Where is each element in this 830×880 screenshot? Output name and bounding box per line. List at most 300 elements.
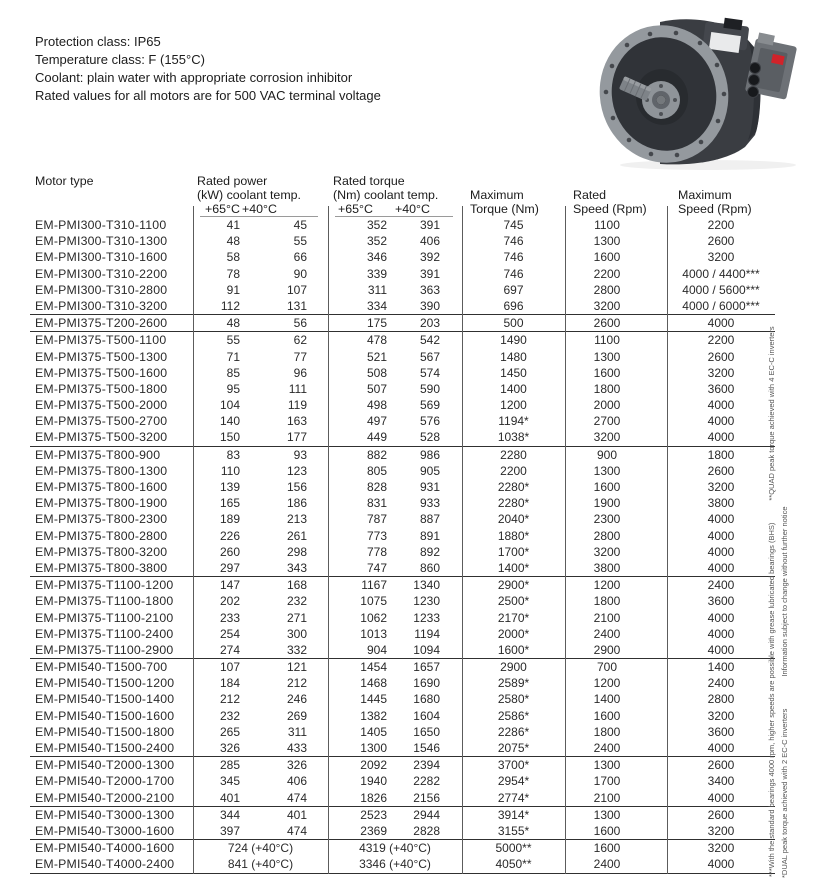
column-separator xyxy=(193,206,194,874)
rated-speed-cell: 1300 xyxy=(593,807,621,822)
max-speed-cell: 3200 xyxy=(707,480,735,494)
rated-speed-cell: 1300 xyxy=(593,349,621,364)
rated-power-65-cell: 110 xyxy=(220,463,240,478)
rated-power-40-cell: 119 xyxy=(287,398,307,413)
motor-type-cell: EM-PMI540-T4000-2400 xyxy=(35,857,175,872)
rated-power-40-cell: 213 xyxy=(286,512,307,527)
footnote-dual: *DUAL peak torque achieved with 2 EC-C inverters xyxy=(780,708,789,878)
motor-type-cell: EM-PMI375-T800-900 xyxy=(35,447,161,462)
table-row xyxy=(30,266,775,282)
rated-power-65-cell: 345 xyxy=(219,774,240,789)
table-row xyxy=(30,807,775,823)
max-speed-cell: 3600 xyxy=(707,724,735,739)
rated-torque-65-cell: 1454 xyxy=(360,660,387,675)
rated-torque-65-cell: 346 xyxy=(366,250,387,265)
max-torque-cell: 1450 xyxy=(500,365,527,380)
table-row xyxy=(30,773,775,789)
rated-torque-65-cell: 175 xyxy=(366,316,387,331)
rated-power-40-cell: 121 xyxy=(286,660,307,675)
rated-power-40-cell: 212 xyxy=(286,676,307,691)
rated-power-40-cell: 77 xyxy=(293,349,307,364)
max-torque-cell: 745 xyxy=(503,218,524,232)
rated-power-40-cell: 401 xyxy=(286,807,307,822)
max-speed-cell: 2600 xyxy=(707,463,735,478)
rated-torque-65-cell: 2092 xyxy=(360,758,387,773)
max-torque-cell: 2040* xyxy=(497,512,530,527)
rated-speed-cell: 3200 xyxy=(593,430,621,445)
rated-speed-cell: 2600 xyxy=(593,316,621,331)
rated-torque-65-cell: 1826 xyxy=(360,790,387,805)
footnote-column-outer xyxy=(780,288,789,878)
rated-power-65-cell: 297 xyxy=(219,560,240,575)
rated-speed-cell: 1600 xyxy=(593,823,621,838)
rated-torque-40-cell: 576 xyxy=(419,414,440,429)
rated-speed-cell: 2800 xyxy=(593,282,621,297)
rated-speed-cell: 1600 xyxy=(593,250,621,265)
rated-power-40-cell: 186 xyxy=(286,496,307,511)
rated-torque-40-cell: 887 xyxy=(419,512,440,527)
motor-type-cell: EM-PMI375-T500-2000 xyxy=(35,398,168,413)
table-row xyxy=(30,560,775,576)
max-torque-cell: 2000* xyxy=(497,626,530,641)
rated-torque-40-cell: 391 xyxy=(419,218,440,232)
rated-torque-65-cell: 904 xyxy=(366,642,387,657)
rated-torque-40-cell: 1094 xyxy=(413,642,440,657)
rated-power-40-cell: 311 xyxy=(287,724,307,739)
rated-power-65-cell: 254 xyxy=(219,626,240,641)
motor-type-cell: EM-PMI540-T3000-1300 xyxy=(35,807,175,822)
header-rated-power: Rated power xyxy=(197,174,268,188)
table-row xyxy=(30,397,775,413)
rated-speed-cell: 1600 xyxy=(593,365,621,380)
rated-torque-40-cell: 933 xyxy=(419,496,440,511)
rated-torque-40-cell: 1194 xyxy=(414,626,440,641)
motor-type-cell: EM-PMI300-T310-1100 xyxy=(35,218,167,232)
table-row xyxy=(30,740,775,756)
motor-type-cell: EM-PMI375-T500-2700 xyxy=(35,414,168,429)
motor-group xyxy=(30,331,775,445)
max-speed-cell: 4000 xyxy=(707,610,735,625)
header-power-unit: (kW) coolant temp. xyxy=(197,188,301,202)
footnote-subject-to-change: Information subject to change without further notice xyxy=(780,506,789,677)
table-row xyxy=(30,282,775,298)
max-speed-cell: 4000 xyxy=(707,544,735,559)
rated-torque-65-cell: 352 xyxy=(366,234,387,249)
rated-power-40-cell: 433 xyxy=(286,741,307,755)
table-row xyxy=(30,413,775,429)
rated-torque-65-cell: 352 xyxy=(366,218,387,232)
rated-speed-cell: 3200 xyxy=(593,544,621,559)
rated-speed-cell: 700 xyxy=(596,660,618,675)
rated-power-40-cell: 55 xyxy=(293,234,307,249)
rated-power-65-cell: 140 xyxy=(219,414,240,429)
footnote-column-inner xyxy=(767,287,776,877)
max-speed-cell: 4000 xyxy=(707,430,735,445)
rated-power-40-cell: 62 xyxy=(293,333,307,348)
motor-type-cell: EM-PMI300-T310-2200 xyxy=(35,266,168,281)
table-row xyxy=(30,479,775,495)
rated-power-40-cell: 45 xyxy=(293,218,307,232)
rated-torque-40-cell: 1340 xyxy=(413,578,440,593)
rated-power-40-cell: 474 xyxy=(286,823,307,838)
header-rated-torque: Rated torque xyxy=(333,174,405,188)
table-row xyxy=(30,856,775,872)
motor-type-cell: EM-PMI540-T4000-1600 xyxy=(35,841,175,856)
rated-speed-cell: 3800 xyxy=(593,560,621,575)
rated-power-merged-cell: 841 (+40°C) xyxy=(227,857,294,872)
rated-power-40-cell: 332 xyxy=(286,642,307,657)
rated-power-65-cell: 232 xyxy=(219,708,240,723)
motor-type-cell: EM-PMI300-T310-2800 xyxy=(35,282,168,297)
motor-group xyxy=(30,839,775,873)
rated-torque-65-cell: 882 xyxy=(366,447,387,462)
rated-torque-65-cell: 2369 xyxy=(360,823,387,838)
rated-power-65-cell: 112 xyxy=(220,298,240,313)
rated-values-line: Rated values for all motors are for 500 VAC terminal voltage xyxy=(35,88,381,103)
table-row xyxy=(30,675,775,691)
motor-type-cell: EM-PMI375-T1100-2900 xyxy=(35,642,174,657)
rated-torque-40-cell: 2282 xyxy=(413,774,440,789)
rated-power-65-cell: 139 xyxy=(219,480,240,494)
max-speed-cell: 1400 xyxy=(707,660,735,675)
max-speed-cell: 2200 xyxy=(707,218,735,232)
rated-torque-40-cell: 1546 xyxy=(413,741,440,755)
rated-speed-cell: 2800 xyxy=(593,528,621,543)
rated-power-65-cell: 285 xyxy=(219,758,240,773)
motor-type-cell: EM-PMI375-T200-2600 xyxy=(35,316,168,331)
max-torque-cell: 1038* xyxy=(497,430,530,445)
table-row xyxy=(30,593,775,609)
rated-power-40-cell: 168 xyxy=(286,578,307,593)
motor-group xyxy=(30,756,775,806)
rated-torque-65-cell: 747 xyxy=(366,560,387,575)
max-torque-cell: 2589* xyxy=(497,676,530,691)
max-torque-cell: 746 xyxy=(503,266,524,281)
protection-class-line: Protection class: IP65 xyxy=(35,34,161,49)
rated-torque-65-cell: 311 xyxy=(367,282,387,297)
rated-torque-40-cell: 574 xyxy=(419,365,440,380)
motor-type-cell: EM-PMI375-T800-3800 xyxy=(35,560,168,575)
motor-type-cell: EM-PMI375-T1100-2100 xyxy=(35,610,174,625)
rated-speed-cell: 1600 xyxy=(593,841,621,856)
rated-torque-40-cell: 1680 xyxy=(413,692,440,707)
max-speed-cell: 4000 xyxy=(707,316,735,331)
rated-power-65-cell: 104 xyxy=(219,398,240,413)
rated-power-65-cell: 326 xyxy=(219,741,240,755)
footnote-bearings: ***With the standard bearings 4000 rpm, higher speeds are possible with grease lubricated bearings (BHS) xyxy=(767,522,776,877)
rated-power-65-cell: 401 xyxy=(219,790,240,805)
rated-power-65-cell: 55 xyxy=(226,333,240,348)
motor-product-photo xyxy=(598,8,828,173)
rated-power-40-cell: 66 xyxy=(293,250,307,265)
rated-power-65-cell: 184 xyxy=(219,676,240,691)
rated-speed-cell: 1100 xyxy=(594,333,620,348)
motor-type-cell: EM-PMI540-T1500-1400 xyxy=(35,692,175,707)
rated-torque-40-cell: 1230 xyxy=(413,594,440,609)
max-speed-cell: 4000 xyxy=(707,642,735,657)
header-torque-unit: (Nm) coolant temp. xyxy=(333,188,439,202)
motor-group xyxy=(30,806,775,839)
motor-type-cell: EM-PMI375-T1100-2400 xyxy=(35,626,174,641)
rated-torque-40-cell: 406 xyxy=(419,234,440,249)
rated-torque-40-cell: 590 xyxy=(419,381,440,396)
rated-torque-65-cell: 334 xyxy=(366,298,387,313)
max-torque-cell: 2286* xyxy=(497,724,530,739)
rated-power-40-cell: 300 xyxy=(286,626,307,641)
rated-power-65-cell: 71 xyxy=(226,349,240,364)
max-torque-cell: 2075* xyxy=(497,741,530,755)
max-speed-cell: 3200 xyxy=(707,708,735,723)
max-torque-cell: 1400* xyxy=(497,560,530,575)
motor-type-cell: EM-PMI540-T1500-700 xyxy=(35,660,168,675)
header-motor-type: Motor type xyxy=(35,174,94,188)
rated-speed-cell: 900 xyxy=(596,447,618,462)
motor-type-cell: EM-PMI540-T3000-1600 xyxy=(35,823,175,838)
motor-type-cell: EM-PMI375-T1100-1800 xyxy=(35,594,174,609)
rated-power-65-cell: 265 xyxy=(219,724,240,739)
rated-torque-40-cell: 892 xyxy=(419,544,440,559)
motor-type-cell: EM-PMI540-T1500-1800 xyxy=(35,724,175,739)
max-speed-cell: 3200 xyxy=(707,250,735,265)
rated-torque-65-cell: 1445 xyxy=(360,692,387,707)
rated-torque-65-cell: 478 xyxy=(366,333,387,348)
rated-power-65-cell: 150 xyxy=(219,430,240,445)
max-torque-cell: 1194* xyxy=(498,414,529,429)
rated-torque-40-cell: 2944 xyxy=(413,807,440,822)
rated-torque-65-cell: 497 xyxy=(366,414,387,429)
table-row xyxy=(30,233,775,249)
rated-torque-40-cell: 392 xyxy=(419,250,440,265)
rated-power-65-cell: 202 xyxy=(219,594,240,609)
max-torque-cell: 1490 xyxy=(500,333,527,348)
rated-torque-40-cell: 569 xyxy=(419,398,440,413)
rated-power-65-cell: 48 xyxy=(226,234,240,249)
rated-power-65-cell: 147 xyxy=(219,578,240,593)
motor-type-cell: EM-PMI375-T800-1900 xyxy=(35,496,168,511)
rated-power-65-cell: 226 xyxy=(219,528,240,543)
header-torque-40: +40°C xyxy=(395,202,430,216)
motor-type-cell: EM-PMI375-T500-3200 xyxy=(35,430,168,445)
rated-power-40-cell: 163 xyxy=(286,414,307,429)
rated-power-65-cell: 48 xyxy=(226,316,240,331)
rated-power-65-cell: 212 xyxy=(219,692,240,707)
max-speed-cell: 4000 / 4400*** xyxy=(682,266,760,281)
table-row xyxy=(30,823,775,839)
rated-power-40-cell: 56 xyxy=(293,316,307,331)
motor-type-cell: EM-PMI375-T500-1600 xyxy=(35,365,168,380)
rated-speed-cell: 3200 xyxy=(593,298,621,313)
rated-torque-40-cell: 1650 xyxy=(413,724,440,739)
rated-speed-cell: 2400 xyxy=(593,741,621,755)
motor-type-cell: EM-PMI375-T800-1600 xyxy=(35,480,168,494)
max-torque-cell: 2200 xyxy=(500,463,527,478)
rated-speed-cell: 2400 xyxy=(593,626,621,641)
table-row xyxy=(30,447,775,463)
max-torque-cell: 3155* xyxy=(497,823,530,838)
table-row xyxy=(30,757,775,773)
table-row xyxy=(30,298,775,314)
rated-power-40-cell: 269 xyxy=(286,708,307,723)
max-torque-cell: 2500* xyxy=(497,594,530,609)
rated-torque-65-cell: 1468 xyxy=(360,676,387,691)
table-row xyxy=(30,463,775,479)
max-torque-cell: 2954* xyxy=(497,774,530,789)
max-torque-cell: 2900* xyxy=(497,578,530,593)
rated-power-40-cell: 156 xyxy=(286,480,307,494)
rated-power-40-cell: 123 xyxy=(286,463,307,478)
rated-torque-65-cell: 1382 xyxy=(360,708,387,723)
rated-speed-cell: 2700 xyxy=(593,414,621,429)
rated-speed-cell: 2200 xyxy=(593,266,621,281)
rated-torque-40-cell: 363 xyxy=(419,282,440,297)
rated-torque-40-cell: 391 xyxy=(419,266,440,281)
rated-power-65-cell: 78 xyxy=(226,266,240,281)
rated-torque-40-cell: 860 xyxy=(419,560,440,575)
rated-torque-40-cell: 528 xyxy=(419,430,440,445)
motor-type-cell: EM-PMI375-T500-1100 xyxy=(35,333,167,348)
max-speed-cell: 3200 xyxy=(707,365,735,380)
header-rated-speed-1: Rated xyxy=(573,188,607,202)
column-separator xyxy=(328,206,329,874)
rated-torque-merged-cell: 3346 (+40°C) xyxy=(359,857,431,872)
max-torque-cell: 2280 xyxy=(500,447,527,462)
max-speed-cell: 4000 xyxy=(707,528,735,543)
rated-power-40-cell: 93 xyxy=(293,447,307,462)
rated-torque-65-cell: 507 xyxy=(366,381,387,396)
rated-torque-65-cell: 2523 xyxy=(360,807,387,822)
motor-type-cell: EM-PMI540-T2000-2100 xyxy=(35,790,175,805)
rated-speed-cell: 1800 xyxy=(593,381,621,396)
header-torque-65: +65°C xyxy=(338,202,373,216)
rated-speed-cell: 1100 xyxy=(594,218,620,232)
rated-torque-40-cell: 1233 xyxy=(413,610,440,625)
max-speed-cell: 4000 xyxy=(707,512,735,527)
table-row xyxy=(30,577,775,593)
max-speed-cell: 4000 xyxy=(707,857,735,872)
motor-group xyxy=(30,314,775,331)
max-speed-cell: 2600 xyxy=(707,807,735,822)
max-speed-cell: 3400 xyxy=(707,774,735,789)
rated-torque-40-cell: 1657 xyxy=(413,660,440,675)
max-torque-cell: 5000** xyxy=(495,841,532,856)
max-torque-cell: 1880* xyxy=(497,528,530,543)
rated-speed-cell: 2100 xyxy=(593,610,621,625)
rated-power-65-cell: 233 xyxy=(219,610,240,625)
rated-torque-65-cell: 1940 xyxy=(360,774,387,789)
table-row xyxy=(30,429,775,445)
rated-torque-65-cell: 521 xyxy=(366,349,387,364)
rated-torque-40-cell: 2156 xyxy=(413,790,440,805)
header-max-torque-2: Torque (Nm) xyxy=(470,202,539,216)
motor-type-cell: EM-PMI300-T310-3200 xyxy=(35,298,168,313)
rated-power-65-cell: 189 xyxy=(219,512,240,527)
rated-speed-cell: 1300 xyxy=(593,463,621,478)
rated-torque-40-cell: 1604 xyxy=(413,708,440,723)
motor-type-cell: EM-PMI375-T800-1300 xyxy=(35,463,168,478)
table-row xyxy=(30,381,775,397)
max-speed-cell: 3600 xyxy=(707,594,735,609)
header-power-65: +65°C xyxy=(205,202,240,216)
max-torque-cell: 2280* xyxy=(497,496,530,511)
rated-torque-65-cell: 805 xyxy=(366,463,387,478)
rated-torque-65-cell: 787 xyxy=(366,512,387,527)
max-torque-cell: 1400 xyxy=(500,381,527,396)
rated-power-65-cell: 274 xyxy=(219,642,240,657)
motor-type-cell: EM-PMI375-T500-1300 xyxy=(35,349,168,364)
footnote-quad: **QUAD peak torque achieved with 4 EC-C inverters xyxy=(767,326,776,501)
info-block xyxy=(35,33,381,105)
max-speed-cell: 2600 xyxy=(707,349,735,364)
table-row xyxy=(30,691,775,707)
rated-power-40-cell: 90 xyxy=(293,266,307,281)
rated-torque-merged-cell: 4319 (+40°C) xyxy=(359,841,431,856)
motor-group xyxy=(30,576,775,658)
rated-torque-40-cell: 986 xyxy=(419,447,440,462)
max-speed-cell: 2200 xyxy=(707,333,735,348)
max-torque-cell: 2280* xyxy=(497,480,530,494)
motor-type-cell: EM-PMI375-T800-3200 xyxy=(35,544,168,559)
rated-power-40-cell: 107 xyxy=(286,282,307,297)
rated-power-65-cell: 397 xyxy=(219,823,240,838)
rated-power-40-cell: 131 xyxy=(286,298,307,313)
table-row xyxy=(30,626,775,642)
rated-torque-40-cell: 905 xyxy=(419,463,440,478)
rated-torque-40-cell: 390 xyxy=(419,298,440,313)
table-row xyxy=(30,332,775,348)
rated-speed-cell: 1300 xyxy=(593,234,621,249)
table-row xyxy=(30,610,775,626)
max-torque-cell: 1200 xyxy=(500,398,527,413)
column-separator xyxy=(565,206,566,874)
rated-torque-65-cell: 1405 xyxy=(360,724,387,739)
column-separator xyxy=(667,206,668,874)
motor-group xyxy=(30,658,775,756)
rated-speed-cell: 2900 xyxy=(593,642,621,657)
max-torque-cell: 697 xyxy=(503,282,524,297)
motor-type-cell: EM-PMI540-T1500-1200 xyxy=(35,676,175,691)
rated-torque-65-cell: 778 xyxy=(366,544,387,559)
rated-power-40-cell: 96 xyxy=(293,365,307,380)
table-row xyxy=(30,217,775,233)
rated-power-65-cell: 91 xyxy=(226,282,240,297)
rated-power-40-cell: 271 xyxy=(286,610,307,625)
max-torque-cell: 746 xyxy=(503,250,524,265)
rated-power-40-cell: 261 xyxy=(286,528,307,543)
table-row xyxy=(30,642,775,658)
header-max-torque-1: Maximum xyxy=(470,188,524,202)
max-torque-cell: 3914* xyxy=(497,807,530,822)
max-speed-cell: 4000 xyxy=(707,398,735,413)
temperature-class-line: Temperature class: F (155°C) xyxy=(35,52,205,67)
rated-torque-65-cell: 1300 xyxy=(360,741,387,755)
rated-power-40-cell: 298 xyxy=(286,544,307,559)
max-speed-cell: 2800 xyxy=(707,692,735,707)
max-speed-cell: 4000 xyxy=(707,741,735,755)
header-rated-speed-2: Speed (Rpm) xyxy=(573,202,647,216)
rated-speed-cell: 2300 xyxy=(593,512,621,527)
table-row xyxy=(30,315,775,331)
rated-power-40-cell: 406 xyxy=(286,774,307,789)
max-speed-cell: 2600 xyxy=(707,234,735,249)
header-power-40: +40°C xyxy=(242,202,277,216)
table-row xyxy=(30,724,775,740)
rated-power-65-cell: 41 xyxy=(226,218,240,232)
rated-power-40-cell: 474 xyxy=(286,790,307,805)
spec-table-body xyxy=(30,217,775,874)
rated-speed-cell: 1300 xyxy=(593,758,621,773)
rated-torque-40-cell: 1690 xyxy=(413,676,440,691)
coolant-line: Coolant: plain water with appropriate corrosion inhibitor xyxy=(35,70,353,85)
